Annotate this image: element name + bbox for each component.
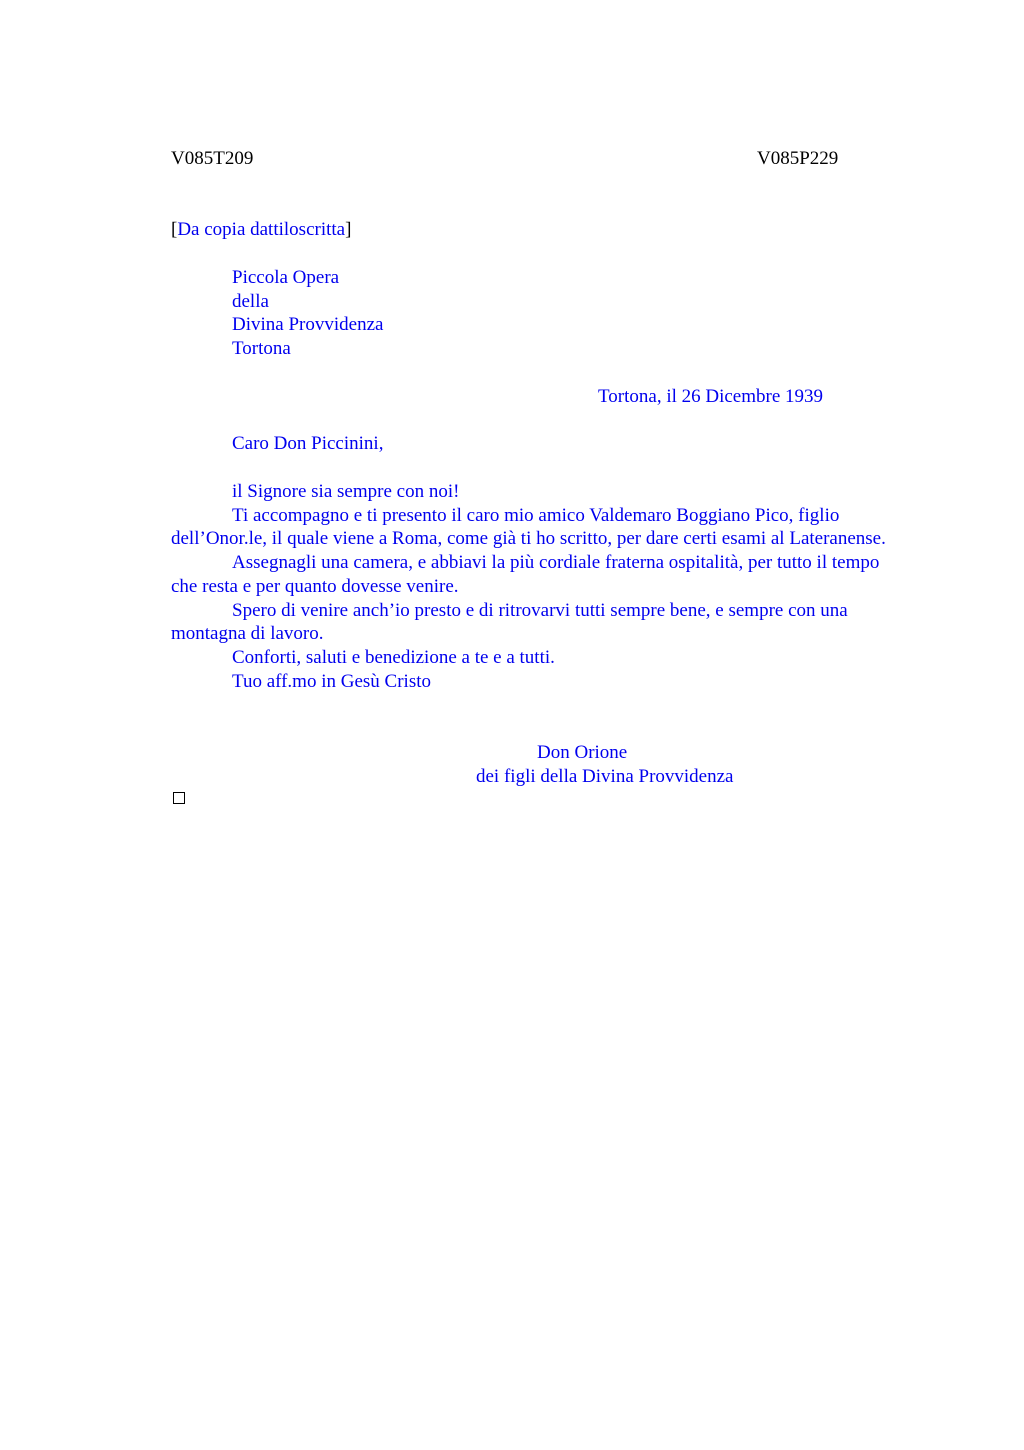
letterhead	[232, 266, 383, 361]
letterhead-line: della	[232, 290, 269, 312]
document-code-left: V085T209	[171, 148, 254, 169]
body-paragraph: il Signore sia sempre con noi!	[232, 481, 460, 502]
source-note	[171, 218, 351, 242]
letterhead-line: Piccola Opera	[232, 267, 340, 288]
letter-date: Tortona, il 26 Dicembre 1939	[598, 386, 824, 407]
letter-body	[171, 480, 906, 693]
body-paragraph: Spero di venire anch’io presto e di ritrovarvi tutti sempre bene, e sempre con una montagna di lavoro.	[171, 599, 848, 645]
body-paragraph: Assegnagli una camera, e abbiavi la più cordiale fraterna ospitalità, per tutto il tempo che resta e per quanto dovesse venire.	[171, 552, 880, 597]
end-of-document-box-icon	[173, 792, 185, 804]
letterhead-line: Divina Provvidenza	[232, 314, 384, 336]
source-note-open-bracket: [	[171, 219, 178, 240]
body-paragraph: Conforti, saluti e benedizione a te e a tutti.	[232, 646, 555, 668]
source-note-text: Da copia dattiloscritta	[177, 219, 346, 240]
source-note-close-bracket: ]	[345, 219, 352, 240]
salutation: Caro Don Piccinini,	[232, 433, 384, 454]
signature-title: dei figli della Divina Provvidenza	[476, 766, 734, 787]
document-code-right: V085P229	[757, 148, 839, 169]
signature-name: Don Orione	[537, 742, 628, 763]
body-paragraph: Tuo aff.mo in Gesù Cristo	[232, 670, 431, 692]
letterhead-line: Tortona	[232, 338, 291, 360]
body-paragraph: Ti accompagno e ti presento il caro mio amico Valdemaro Boggiano Pico, figlio dell’Onor.le, il quale viene a Roma, come già ti ho scritto, per dare certi esami al Lateranense.	[171, 504, 886, 550]
